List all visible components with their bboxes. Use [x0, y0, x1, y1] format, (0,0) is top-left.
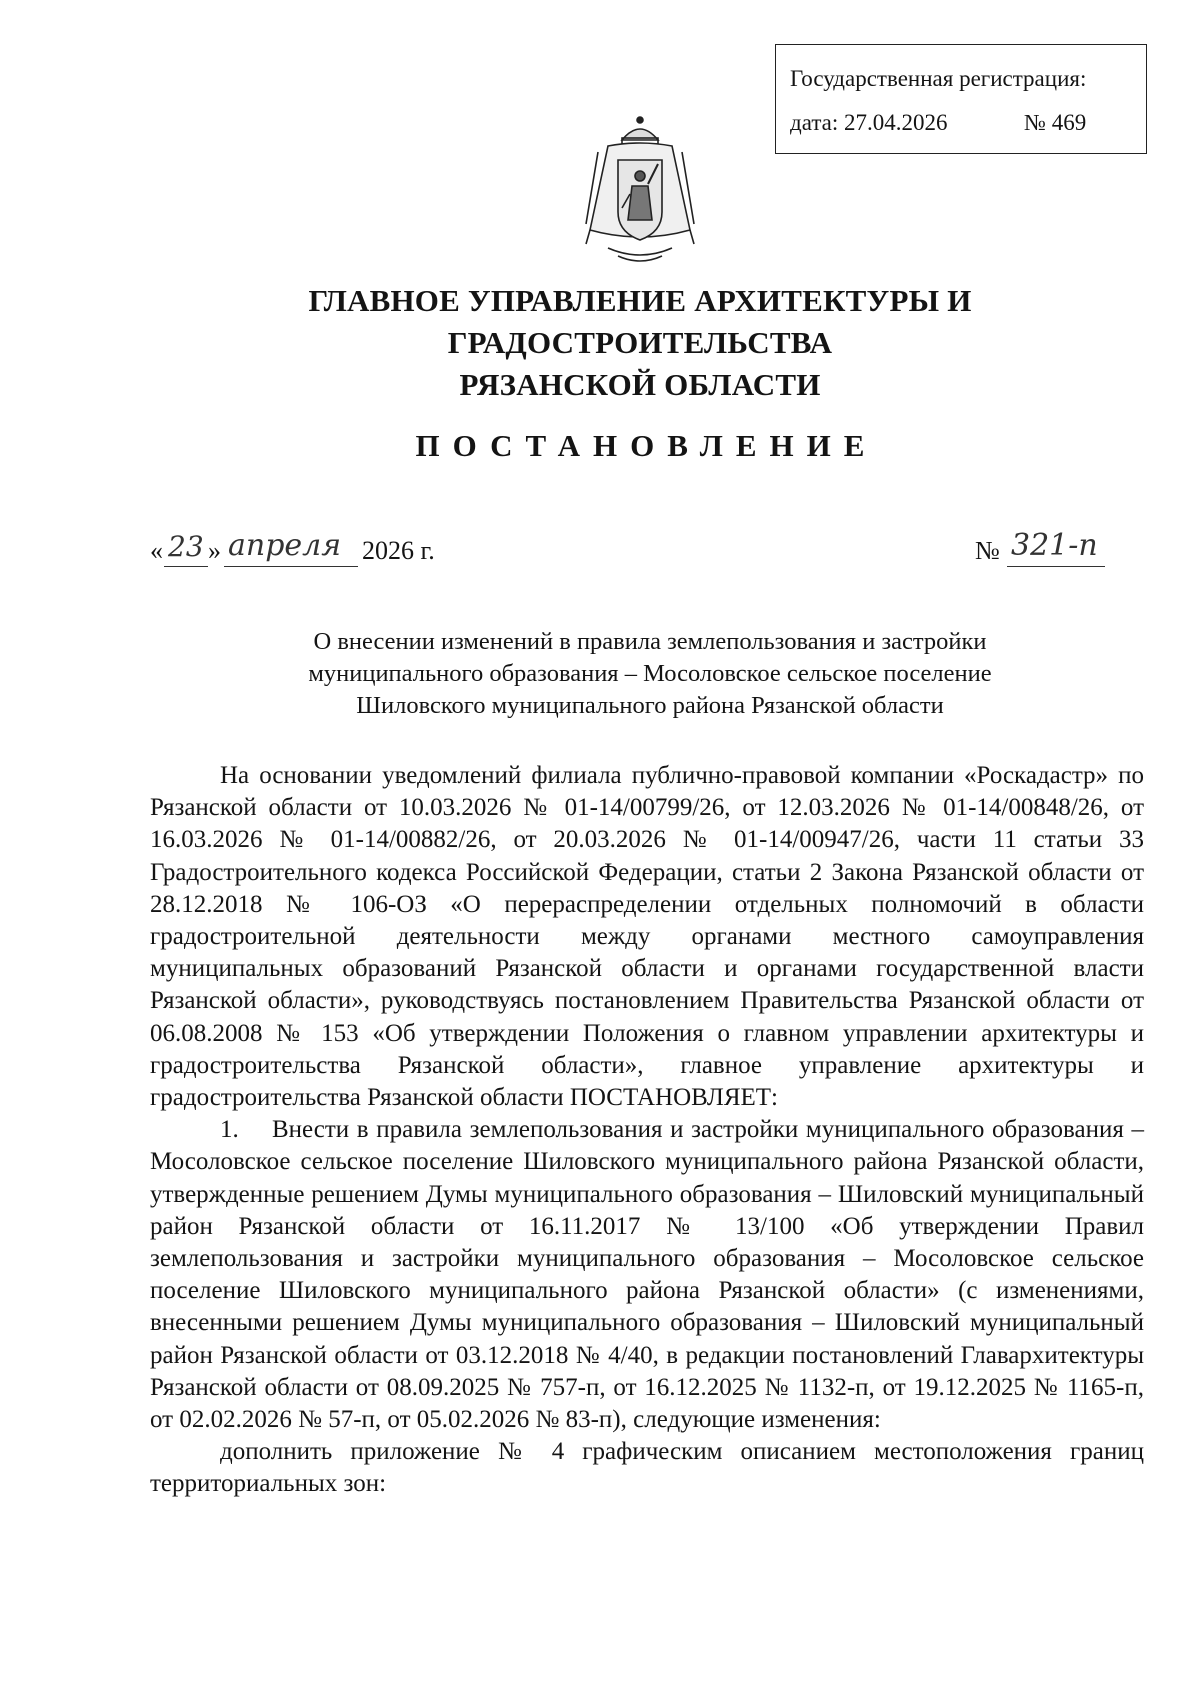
item-1-paragraph: [150, 1114, 1144, 1436]
date-close-quote: »: [208, 536, 221, 565]
document-date: [150, 530, 650, 580]
document-number: [975, 530, 1145, 580]
number-underline: [1007, 566, 1105, 567]
subject-line: О внесении изменений в правила землепользования и застройки: [313, 628, 987, 655]
subject-line: муниципального образования – Мосоловское сельское поселение: [308, 660, 992, 687]
number-sign: №: [975, 536, 1000, 565]
date-year: 2026 г.: [362, 536, 435, 565]
date-month-handwritten: апреля: [228, 528, 342, 563]
agency-name: [140, 280, 1140, 406]
agency-name-line: ГЛАВНОЕ УПРАВЛЕНИЕ АРХИТЕКТУРЫ И ГРАДОСТРОИТЕЛЬСТВА: [308, 283, 972, 360]
number-handwritten: 321-п: [1011, 528, 1098, 563]
registration-date: дата: 27.04.2026: [790, 110, 948, 135]
registration-title: Государственная регистрация:: [790, 66, 1087, 91]
subject-line: Шиловского муниципального района Рязанской области: [356, 692, 944, 719]
date-month-underline: [224, 566, 358, 567]
ryazan-coat-of-arms-icon: [578, 112, 702, 270]
date-day-underline: [164, 566, 208, 567]
registration-number: № 469: [1024, 110, 1087, 135]
document-subject: [150, 626, 1150, 722]
item-1-subparagraph: дополнить приложение № 4 графическим описанием местоположения границ территориальных зон:: [150, 1438, 1144, 1498]
document-body: [150, 760, 1144, 1501]
document-type: ПОСТАНОВЛЕНИЕ: [415, 428, 878, 463]
item-1-text: Внести в правила землепользования и застройки муниципального образования – Мосоловское сельское поселение Шиловского муниципального района Рязанской области, утвержденные решением Думы муниципального образования – Шиловский муниципальный район Рязанской области от 16.11.2017 № 13/100 «Об утверждении Правил землепользования и застройки муниципального образования – Мосоловское сельское поселение Шиловского муниципального района Рязанской области» (с изменениями, внесенными решением Думы муниципального образования – Шиловский муниципальный район Рязанской области от 03.12.2018 № 4/40, в редакции постановлений Главархитектуры Рязанской области от 08.09.2025 № 757-п, от 16.12.2025 № 1132-п, от 19.12.2025 № 1165-п, от 02.02.2026 № 57-п, от 05.02.2026 № 83-п), следующие изменения:: [150, 1116, 1144, 1434]
date-open-quote: «: [150, 536, 163, 565]
preamble-paragraph: На основании уведомлений филиала публично-правовой компании «Роскадастр» по Рязанской области от 10.03.2026 № 01-14/00799/26, от 12.03.2026 № 01-14/00848/26, от 16.03.2026 № 01-14/00882/26, от 20.03.2026 № 01-14/00947/26, части 11 статьи 33 Градостроительного кодекса Российской Федерации, статьи 2 Закона Рязанской области от 28.12.2018 № 106-ОЗ «О перераспределении отдельных полномочий в области градостроительной деятельности между органами местного самоуправления муниципальных образований Рязанской области и органами государственной власти Рязанской области», руководствуясь постановлением Правительства Рязанской области от 06.08.2008 № 153 «Об утверждении Положения о главном управлении архитектуры и градостроительства Рязанской области», главное управление архитектуры и градостроительства Рязанской области ПОСТАНОВЛЯЕТ:: [150, 762, 1144, 1112]
date-day-handwritten: 23: [168, 530, 204, 563]
registration-stamp: [775, 44, 1147, 154]
item-1-number: 1.: [220, 1116, 239, 1144]
agency-name-line: РЯЗАНСКОЙ ОБЛАСТИ: [459, 367, 821, 402]
